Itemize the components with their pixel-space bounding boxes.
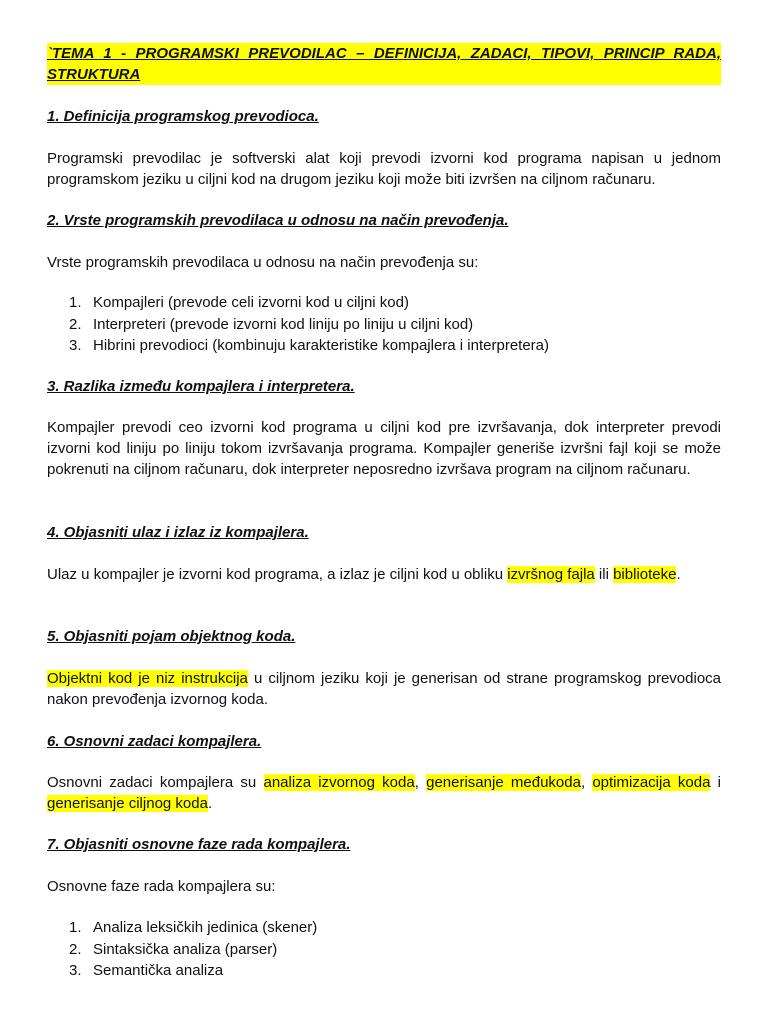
section-2-list — [47, 292, 721, 357]
section-1-text: Programski prevodilac je softverski alat koji prevodi izvorni kod programa napisan u jednom programskom jeziku u ciljni kod na drugom jeziku koji može biti izvršen na ciljnom računaru. — [47, 150, 721, 188]
section-6-text: Osnovni zadaci kompajlera su analiza izvornog koda, generisanje međukoda, optimizacija koda i generisanje ciljnog koda. — [47, 774, 722, 812]
section-1-heading: 1. Definicija programskog prevodioca. — [47, 108, 319, 125]
highlight: izvršnog fajla — [507, 566, 595, 583]
highlight: generisanje ciljnog koda — [47, 795, 208, 812]
section-5-text: Objektni kod je niz instrukcija u ciljnom jeziku koji je generisan od strane programskog prevodioca nakon prevođenja izvornog koda. — [47, 670, 722, 708]
section-2-intro: Vrste programskih prevodilaca u odnosu na način prevođenja su: — [47, 254, 479, 271]
document-title: `TEMA 1 - PROGRAMSKI PREVODILAC – DEFINICIJA, ZADACI, TIPOVI, PRINCIP RADA, STRUKTURA — [47, 45, 721, 83]
list-item: 2. Interpreteri (prevode izvorni kod liniju po liniju u ciljni kod) — [69, 315, 474, 333]
highlight: Objektni kod je niz instrukcija — [47, 670, 248, 687]
list-item: 3. Hibrini prevodioci (kombinuju karakteristike kompajlera i interpretera) — [69, 337, 550, 354]
highlight: analiza izvornog koda — [263, 774, 415, 791]
section-7-heading: 7. Objasniti osnovne faze rada kompajlera. — [47, 836, 351, 853]
section-6-heading: 6. Osnovni zadaci kompajlera. — [47, 733, 262, 750]
section-4-text: Ulaz u kompajler je izvorni kod programa, a izlaz je ciljni kod u obliku izvršnog fajla ili biblioteke. — [47, 566, 681, 583]
highlight: biblioteke — [613, 566, 677, 583]
section-2-heading: 2. Vrste programskih prevodilaca u odnosu na način prevođenja. — [47, 212, 509, 229]
section-3-heading: 3. Razlika između kompajlera i interpretera. — [47, 378, 355, 395]
section-4-heading: 4. Objasniti ulaz i izlaz iz kompajlera. — [47, 524, 309, 541]
list-item: 2. Sintaksička analiza (parser) — [69, 940, 278, 958]
section-7-list — [47, 917, 721, 982]
highlight: generisanje međukoda — [426, 774, 581, 791]
list-item: 1. Analiza leksičkih jedinica (skener) — [69, 919, 318, 936]
section-5-heading: 5. Objasniti pojam objektnog koda. — [47, 628, 296, 645]
list-item: 1. Kompajleri (prevode celi izvorni kod u ciljni kod) — [69, 294, 409, 311]
list-item: 3. Semantička analiza — [69, 962, 224, 979]
section-3-text: Kompajler prevodi ceo izvorni kod programa u ciljni kod pre izvršavanja, dok interpreter prevodi izvorni kod liniju po liniju tokom izvršavanja programa. Kompajler generiše izvršni fajl koji se može pokrenuti na ciljnom računaru, dok interpreter neposredno izvršava program na ciljnom računaru. — [47, 419, 721, 478]
section-7-intro: Osnovne faze rada kompajlera su: — [47, 878, 276, 895]
highlight: optimizacija koda — [592, 774, 711, 791]
